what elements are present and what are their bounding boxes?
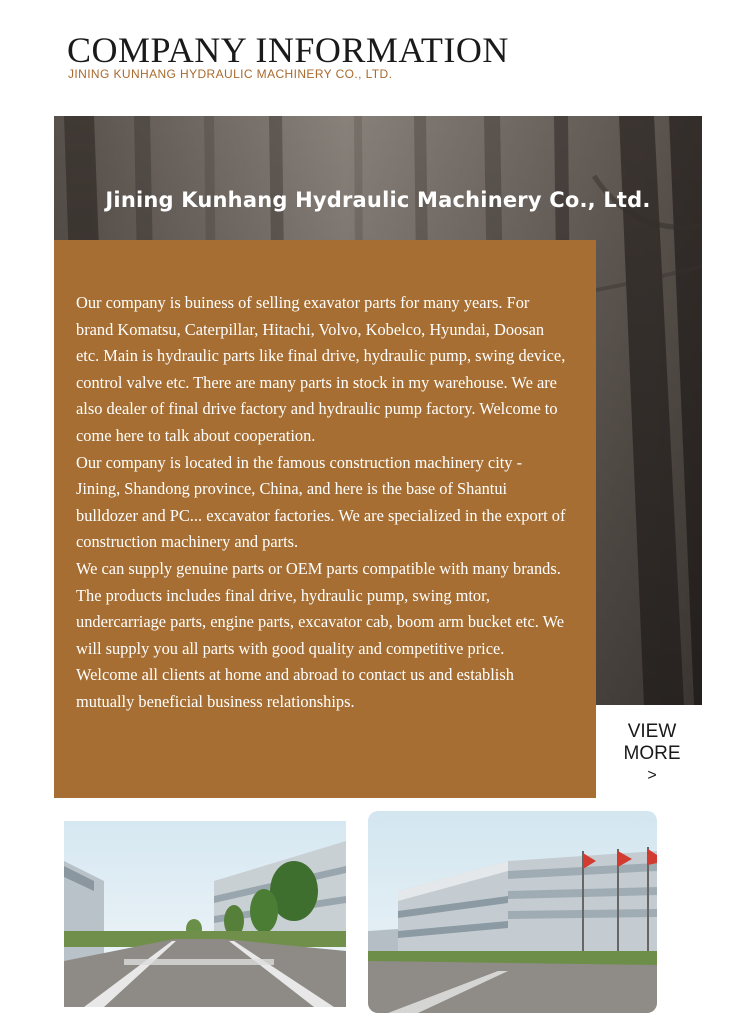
- hero-company-name: Jining Kunhang Hydraulic Machinery Co., Ltd.: [105, 188, 651, 212]
- view-more-label-line2: MORE: [623, 743, 681, 764]
- chevron-right-icon: >: [647, 767, 657, 784]
- factory-street-photo: [64, 821, 346, 1007]
- page-title: COMPANY INFORMATION: [67, 30, 509, 70]
- factory-building-photo: [368, 811, 657, 1013]
- about-paragraph: Welcome all clients at home and abroad to contact us and establish mutually beneficial business relationships.: [76, 665, 514, 711]
- about-text-panel: [54, 240, 596, 798]
- view-more-button[interactable]: [612, 721, 692, 787]
- about-paragraph: Our company is located in the famous construction machinery city - Jining, Shandong province, China, and here is the base of Shantui bulldozer and PC... excavator factories. We are specialized in the export of construction machinery and parts.: [76, 452, 566, 552]
- view-more-label-line1: VIEW: [627, 721, 677, 742]
- about-paragraph: Our company is buiness of selling exavator parts for many years. For brand Komatsu, Caterpillar, Hitachi, Volvo, Kobelco, Hyundai, Doosan etc. Main is hydraulic parts like final drive, hydraulic pump, swing device, control valve etc. There are many parts in stock in my warehouse. We are also dealer of final drive factory and hydraulic pump factory. Welcome to come here to talk about cooperation.: [76, 293, 566, 445]
- page-subtitle: JINING KUNHANG HYDRAULIC MACHINERY CO., LTD.: [68, 67, 393, 81]
- about-paragraph: We can supply genuine parts or OEM parts compatible with many brands. The products includes final drive, hydraulic pump, swing mtor, undercarriage parts, engine parts, excavator cab, boom arm bucket etc. We will supply you all parts with good quality and competitive price.: [76, 558, 565, 658]
